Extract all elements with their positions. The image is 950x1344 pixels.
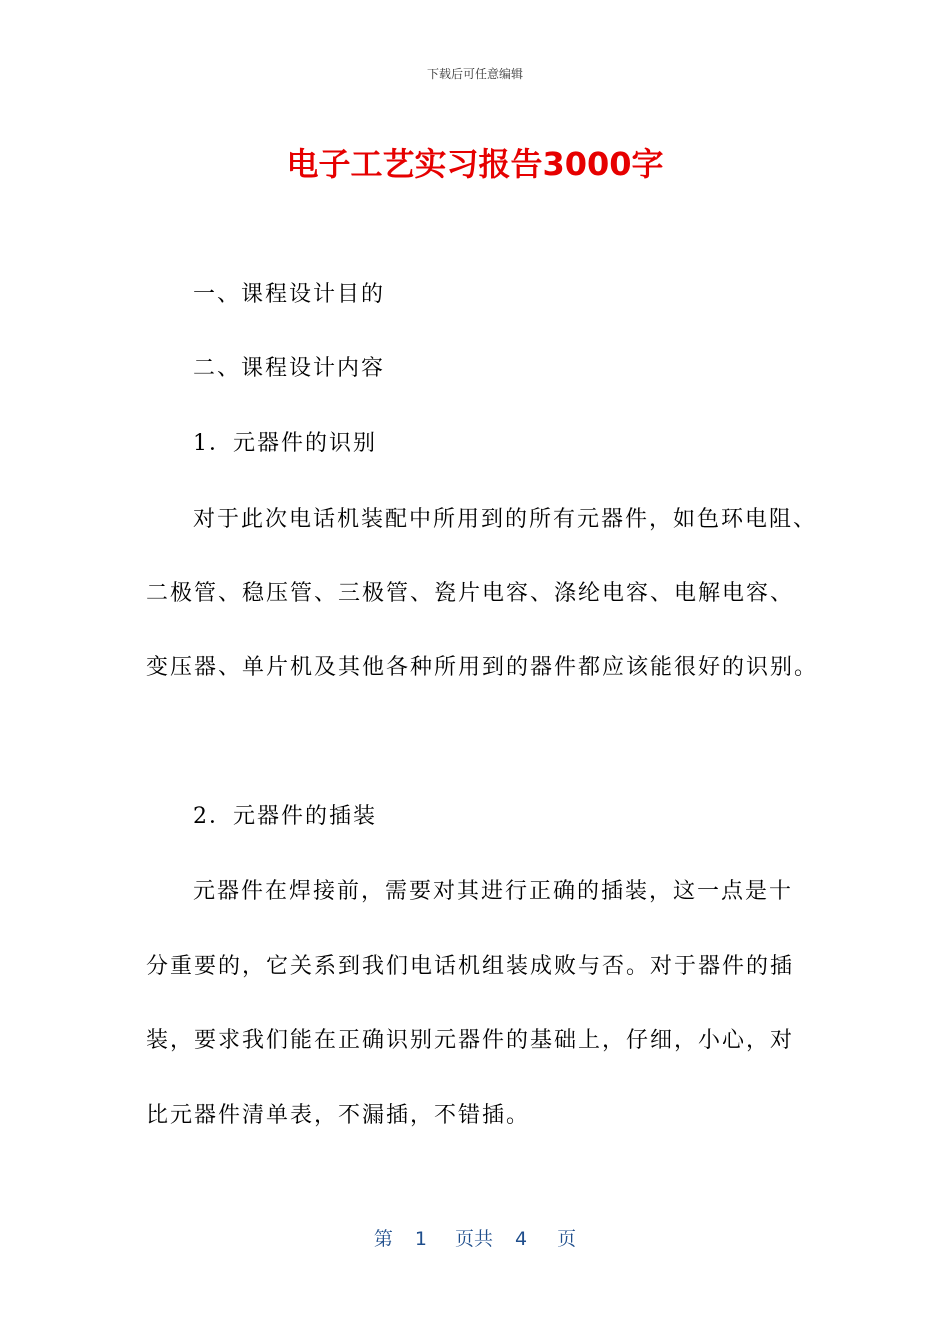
subsection-heading-2: 2．元器件的插装 [193,804,377,829]
paragraph-2-line-4: 比元器件清单表，不漏插，不错插。 [146,1103,531,1128]
paragraph-2-line-1: 元器件在焊接前，需要对其进行正确的插装，这一点是十 [193,879,794,904]
paragraph-1-line-2: 二极管、稳压管、三极管、瓷片电容、涤纶电容、电解电容、 [146,581,795,606]
footer-current-page: 1 [414,1228,427,1250]
footer-prefix: 第 [373,1228,393,1250]
paragraph-1-line-1: 对于此次电话机装配中所用到的所有元器件，如色环电阻、 [193,507,818,532]
document-title: 电子工艺实习报告3000字 [286,145,664,183]
page-footer [0,1226,950,1252]
section-heading-2: 二、课程设计内容 [193,356,386,381]
section-heading-1: 一、课程设计目的 [193,282,386,307]
paragraph-2-line-3: 装，要求我们能在正确识别元器件的基础上，仔细，小心，对 [146,1028,795,1053]
paragraph-1-line-3: 变压器、单片机及其他各种所用到的器件都应该能很好的识别。 [146,655,819,680]
footer-total-pages: 4 [515,1228,528,1250]
subsection-heading-1: 1．元器件的识别 [193,431,377,456]
paragraph-2-line-2: 分重要的，它关系到我们电话机组装成败与否。对于器件的插 [146,954,795,979]
header-note: 下载后可任意编辑 [426,67,523,81]
footer-suffix: 页 [557,1228,577,1250]
footer-mid: 页共 [454,1228,493,1250]
